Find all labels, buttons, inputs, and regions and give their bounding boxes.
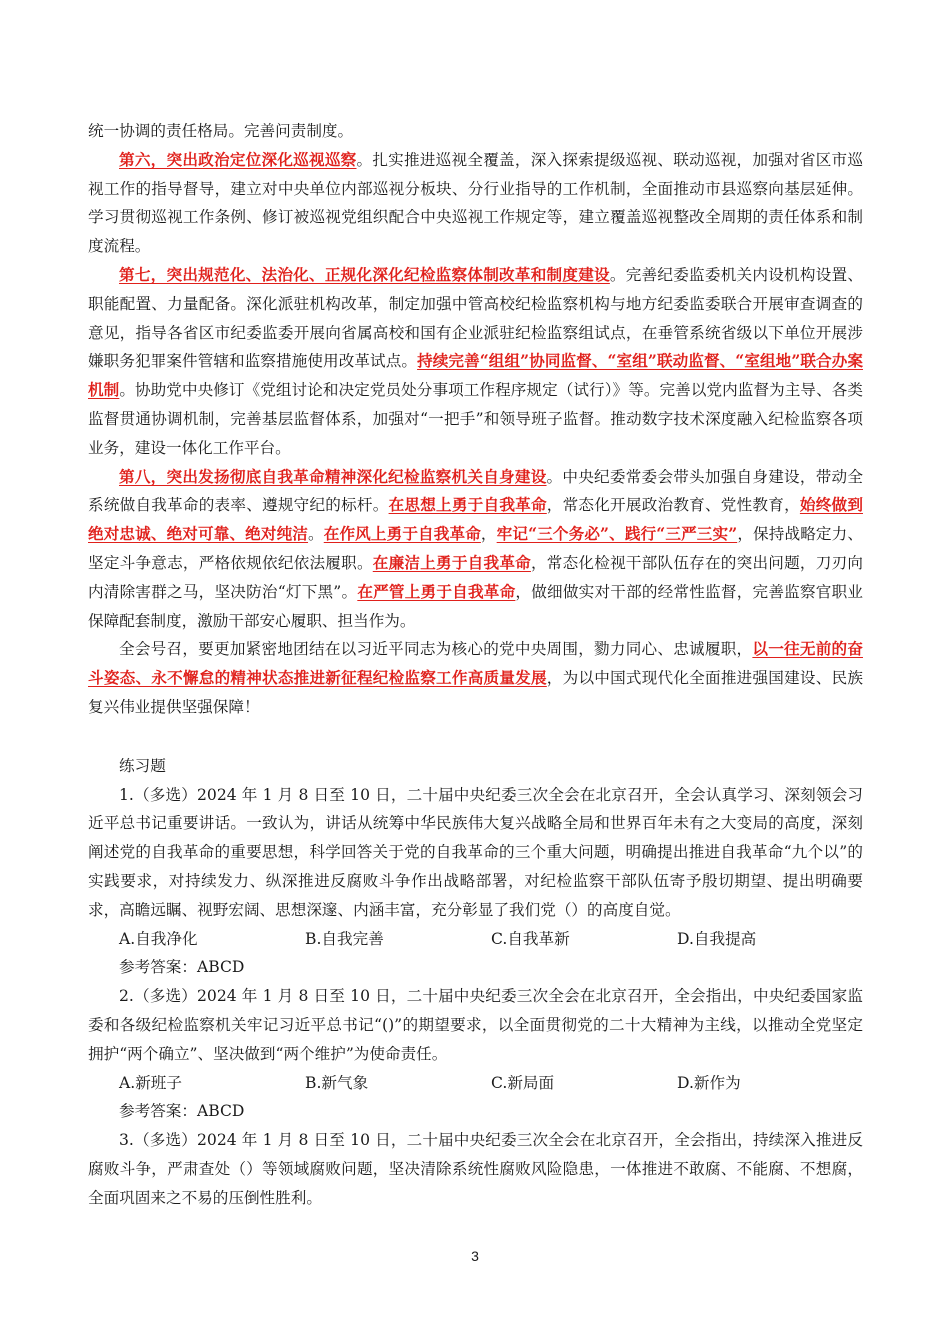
highlight-integrity: 在廉洁上勇于自我革命 <box>372 552 531 572</box>
question-3: 3.（多选）2024 年 1 月 8 日至 10 日，二十届中央纪委三次全会在北京召开，全会指出，持续深入推进反腐败斗争，严肃查处（）等领域腐败问题，坚决清除系统性腐败风险隐患，一体推进不敢腐、不能腐、不想腐，全面巩固来之不易的压倒性胜利。 <box>88 1131 863 1207</box>
option-d: D.新作为 <box>677 1073 741 1092</box>
option-a: A.自我净化 <box>119 929 198 948</box>
highlight-strict-management: 在严管上勇于自我革命 <box>357 581 516 601</box>
option-c: C.新局面 <box>491 1073 555 1092</box>
highlight-three-musts: 牢记“三个务必”、践行“三严三实” <box>496 524 738 544</box>
paragraph-inspection: 第六，突出政治定位深化巡视巡察。扎实推进巡视全覆盖，深入探索提级巡视、联动巡视，加强对省区市巡视工作的指导督导，建立对中央单位内部巡视分板块、分行业指导的工作机制，全面推动市县巡察向基层延伸。学习贯彻巡视工作条例、修订被巡视党组织配合中央巡视工作规定等，建立覆盖巡视整改全周期的责任体系和制度流程。 <box>88 149 863 256</box>
question-1: 1.（多选）2024 年 1 月 8 日至 10 日，二十届中央纪委三次全会在北京召开，全会认真学习、深刻领会习近平总书记重要讲话。一致认为，讲话从统筹中华民族伟大复兴战略全局和世界百年未有之大变局的高度，深刻阐述党的自我革命的重要思想，科学回答关于党的自我革命的三个重大问题，明确提出推进自我革命“九个以”的实践要求，对持续发力、纵深推进反腐败斗争作出战略部署，对纪检监察干部队伍寄予殷切期望、提出明确要求，高瞻远瞩、视野宏阔、思想深邃、内涵丰富，充分彰显了我们党（）的高度自觉。 <box>88 785 863 919</box>
question-2: 2.（多选）2024 年 1 月 8 日至 10 日，二十届中央纪委三次全会在北京召开，全会指出，中央纪委国家监委和各级纪检监察机关牢记习近平总书记“()”的期望要求，以全面贯彻党的二十大精神为主线，以推动全党坚定拥护“两个确立”、坚决做到“两个维护”为使命责任。 <box>88 987 863 1063</box>
highlight-supervision: 持续完善“组组”协同监督、“室组”联动监督、“室组地”联合办案机制 <box>88 351 863 400</box>
highlight-thought: 在思想上勇于自我革命 <box>388 495 547 515</box>
option-b: B.自我完善 <box>305 929 384 948</box>
heading-sixth: 第六，突出政治定位深化巡视巡察 <box>119 149 357 169</box>
page-number: 3 <box>471 1248 479 1264</box>
paragraph-call: 全会号召，要更加紧密地团结在以习近平同志为核心的党中央周围，勠力同心、忠诚履职，以一往无前的奋斗姿态、永不懈怠的精神状态推进新征程纪检监察工作高质量发展，为以中国式现代化全面推进强国建设、民族复兴伟业提供坚强保障！ <box>88 639 863 716</box>
highlight-high-quality: 以一往无前的奋斗姿态、永不懈怠的精神状态推进新征程纪检监察工作高质量发展 <box>88 639 863 688</box>
heading-seventh: 第七，突出规范化、法治化、正规化深化纪检监察体制改革和制度建设 <box>119 264 610 284</box>
highlight-style: 在作风上勇于自我革命 <box>323 524 481 544</box>
option-b: B.新气象 <box>305 1073 369 1092</box>
document-body <box>88 117 863 1212</box>
question-2-answer: 参考答案：ABCD <box>119 1102 245 1121</box>
option-a: A.新班子 <box>119 1073 182 1092</box>
option-d: D.自我提高 <box>677 929 757 948</box>
paragraph-reform: 第七，突出规范化、法治化、正规化深化纪检监察体制改革和制度建设。完善纪委监委机关内设机构设置、职能配置、力量配备。深化派驻机构改革，制定加强中管高校纪检监察机构与地方纪委监委联合开展审查调查的意见，指导各省区市纪委监委开展向省属高校和国有企业派驻纪检监察组试点，在垂管系统省级以下单位开展涉嫌职务犯罪案件管辖和监察措施使用改革试点。持续完善“组组”协同监督、“室组”联动监督、“室组地”联合办案机制。协助党中央修订《党组讨论和决定党员处分事项工作程序规定（试行）》等。完善以党内监督为主导、各类监督贯通协调机制，完善基层监督体系，加强对“一把手”和领导班子监督。推动数字技术深度融入纪检监察各项业务，建设一体化工作平台。 <box>88 264 863 457</box>
question-1-options <box>88 925 863 954</box>
section-gap <box>88 722 863 752</box>
paragraph-self-revolution: 第八，突出发扬彻底自我革命精神深化纪检监察机关自身建设。中央纪委常委会带头加强自身建设，带动全系统做自我革命的表率、遵规守纪的标杆。在思想上勇于自我革命，常态化开展政治教育、党性教育，始终做到绝对忠诚、绝对可靠、绝对纯洁。在作风上勇于自我革命，牢记“三个务必”、践行“三严三实”，保持战略定力、坚定斗争意志，严格依规依纪依法履职。在廉洁上勇于自我革命，常态化检视干部队伍存在的突出问题，刀刃向内清除害群之马，坚决防治“灯下黑”。在严管上勇于自我革命，做细做实对干部的经常性监督，完善监察官职业保障配套制度，激励干部安心履职、担当作为。 <box>88 466 863 630</box>
highlight-loyalty: 始终做到绝对忠诚、绝对可靠、绝对纯洁 <box>88 495 863 544</box>
heading-eighth: 第八，突出发扬彻底自我革命精神深化纪检监察机关自身建设 <box>119 466 547 486</box>
question-2-options <box>88 1069 863 1098</box>
option-c: C.自我革新 <box>491 929 570 948</box>
question-1-answer: 参考答案：ABCD <box>119 958 245 977</box>
exercises-title: 练习题 <box>119 756 166 775</box>
paragraph-continuation: 统一协调的责任格局。完善问责制度。 <box>88 122 354 140</box>
